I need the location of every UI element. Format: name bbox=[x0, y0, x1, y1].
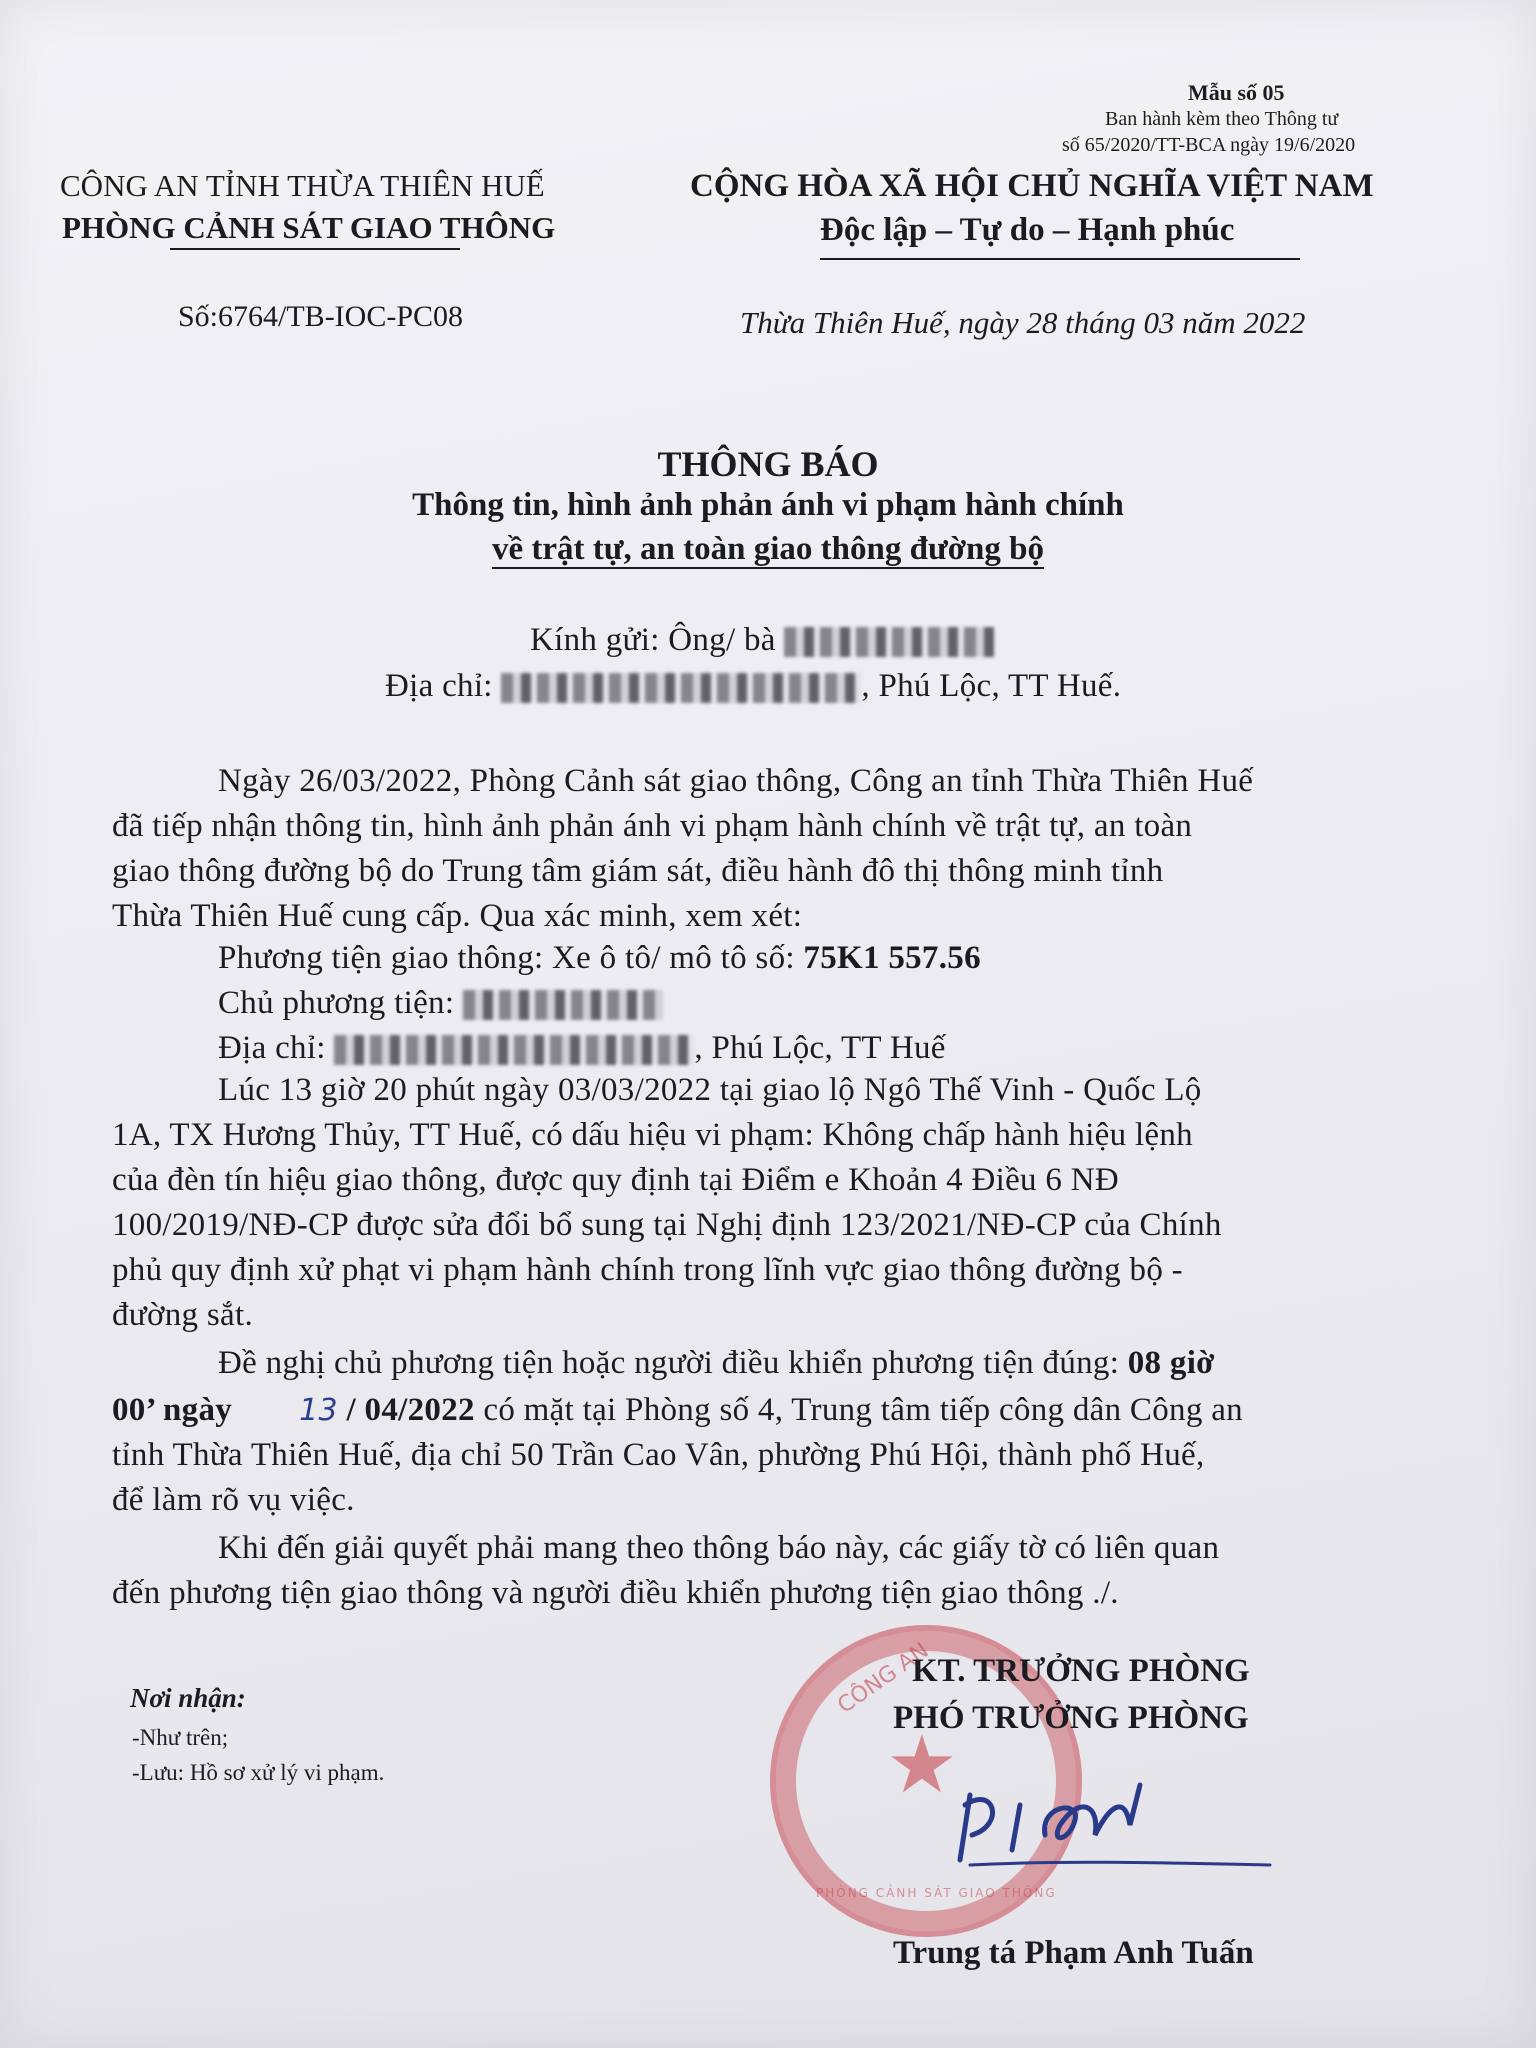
notice-subtitle-line2-text: về trật tự, an toàn giao thông đường bộ bbox=[491, 531, 1044, 567]
recipient-greeting bbox=[530, 622, 994, 659]
redacted-owner-name bbox=[463, 990, 663, 1020]
owner-label: Chủ phương tiện: bbox=[218, 985, 455, 1021]
recipients-item1: -Như trên; bbox=[132, 1725, 229, 1750]
owner-line bbox=[218, 985, 663, 1022]
paragraph2-line1: Lúc 13 giờ 20 phút ngày 03/03/2022 tại giao lộ Ngô Thế Vinh - Quốc Lộ bbox=[218, 1072, 1202, 1108]
stamp-text-top: CÔNG AN bbox=[833, 1638, 934, 1719]
paragraph2-line2: 1A, TX Hương Thủy, TT Huế, có dấu hiệu vi phạm: Không chấp hành hiệu lệnh bbox=[112, 1117, 1193, 1153]
form-number: Mẫu số 05 bbox=[1188, 80, 1285, 105]
recipients-item2: -Lưu: Hồ sơ xử lý vi phạm. bbox=[132, 1760, 385, 1785]
star-icon: ★ bbox=[886, 1722, 958, 1810]
recipient-address bbox=[385, 668, 1121, 705]
recipient-greeting-label: Kính gửi: Ông/ bà bbox=[530, 622, 776, 658]
paragraph3-line2-text: có mặt tại Phòng số 4, Trung tâm tiếp công dân Công an bbox=[483, 1392, 1243, 1428]
handwritten-day: 13 bbox=[299, 1393, 338, 1428]
paragraph1-line1: Ngày 26/03/2022, Phòng Cảnh sát giao thông, Công an tỉnh Thừa Thiên Huế bbox=[218, 763, 1254, 799]
signature-image bbox=[950, 1765, 1280, 1885]
agency-line1: CÔNG AN TỈNH THỪA THIÊN HUẾ bbox=[60, 168, 545, 203]
paragraph2-line6: đường sắt. bbox=[112, 1297, 253, 1333]
document-date: Thừa Thiên Huế, ngày 28 tháng 03 năm 2022 bbox=[740, 305, 1306, 340]
form-issued-line2: số 65/2020/TT-BCA ngày 19/6/2020 bbox=[1062, 134, 1356, 156]
paragraph3-line3: tỉnh Thừa Thiên Huế, địa chỉ 50 Trần Cao Vân, phường Phú Hội, thành phố Huế, bbox=[112, 1437, 1205, 1473]
appointment-month-year: / 04/2022 bbox=[346, 1392, 475, 1428]
signer-name: Trung tá Phạm Anh Tuấn bbox=[893, 1935, 1254, 1971]
redacted-owner-address bbox=[334, 1035, 694, 1065]
paragraph3-line1 bbox=[218, 1345, 1215, 1382]
paragraph3-line2 bbox=[112, 1392, 1243, 1429]
paragraph2-line5: phủ quy định xử phạt vi phạm hành chính trong lĩnh vực giao thông đường bộ - bbox=[112, 1252, 1183, 1288]
paragraph3-line1-text: Đề nghị chủ phương tiện hoặc người điều khiển phương tiện đúng: bbox=[218, 1345, 1120, 1381]
appointment-time: 08 giờ bbox=[1127, 1345, 1215, 1381]
recipient-address-suffix: , Phú Lộc, TT Huế. bbox=[861, 668, 1122, 704]
agency-line2-text: PHÒNG CẢNH SÁT GIAO THÔNG bbox=[62, 210, 556, 245]
agency-line2 bbox=[62, 210, 555, 246]
owner-address-suffix: , Phú Lộc, TT Huế bbox=[694, 1030, 946, 1066]
notice-title: THÔNG BÁO bbox=[657, 444, 879, 484]
form-issued-line1: Ban hành kèm theo Thông tư bbox=[1105, 108, 1339, 130]
nation-motto: Độc lập – Tự do – Hạnh phúc bbox=[820, 212, 1235, 248]
redacted-recipient-address bbox=[501, 673, 861, 703]
paragraph4-line1: Khi đến giải quyết phải mang theo thông báo này, các giấy tờ có liên quan bbox=[218, 1530, 1220, 1566]
nation-underline bbox=[820, 258, 1300, 260]
paragraph2-line3: của đèn tín hiệu giao thông, được quy định tại Điểm e Khoản 4 Điều 6 NĐ bbox=[112, 1162, 1120, 1198]
owner-address-label: Địa chỉ: bbox=[218, 1030, 326, 1066]
license-plate: 75K1 557.56 bbox=[803, 940, 981, 976]
paragraph1-line4: Thừa Thiên Huế cung cấp. Qua xác minh, xem xét: bbox=[112, 898, 803, 934]
paragraph4-line2: đến phương tiện giao thông và người điều khiển phương tiện giao thông ./. bbox=[112, 1575, 1119, 1611]
nation-line1: CỘNG HÒA XÃ HỘI CHỦ NGHĨA VIỆT NAM bbox=[690, 168, 1374, 204]
paragraph1-line3: giao thông đường bộ do Trung tâm giám sát, điều hành đô thị thông minh tỉnh bbox=[112, 853, 1164, 889]
owner-address-line bbox=[218, 1030, 946, 1067]
agency-underline bbox=[170, 248, 460, 250]
stamp-text-bottom: PHÒNG CẢNH SÁT GIAO THÔNG bbox=[816, 1886, 1057, 1900]
vehicle-line bbox=[218, 940, 981, 977]
notice-subtitle-line2 bbox=[0, 531, 1536, 568]
paragraph1-line2: đã tiếp nhận thông tin, hình ảnh phản ánh vi phạm hành chính về trật tự, an toàn bbox=[112, 808, 1193, 844]
recipient-address-label: Địa chỉ: bbox=[385, 668, 493, 704]
signer-title1: KT. TRƯỞNG PHÒNG bbox=[912, 1653, 1250, 1689]
paragraph3-line4: để làm rõ vụ việc. bbox=[112, 1482, 355, 1518]
notice-subtitle-line1: Thông tin, hình ảnh phản ánh vi phạm hành chính bbox=[412, 487, 1124, 523]
document-number: Số:6764/TB-IOC-PC08 bbox=[178, 300, 464, 333]
signer-title2: PHÓ TRƯỞNG PHÒNG bbox=[893, 1700, 1249, 1736]
redacted-recipient-name bbox=[784, 627, 994, 657]
appointment-minutes: 00’ ngày bbox=[112, 1392, 233, 1428]
paragraph2-line4: 100/2019/NĐ-CP được sửa đổi bổ sung tại Nghị định 123/2021/NĐ-CP của Chính bbox=[112, 1207, 1222, 1243]
vehicle-label: Phương tiện giao thông: Xe ô tô/ mô tô số: bbox=[218, 940, 795, 976]
recipients-heading: Nơi nhận: bbox=[130, 1683, 246, 1713]
